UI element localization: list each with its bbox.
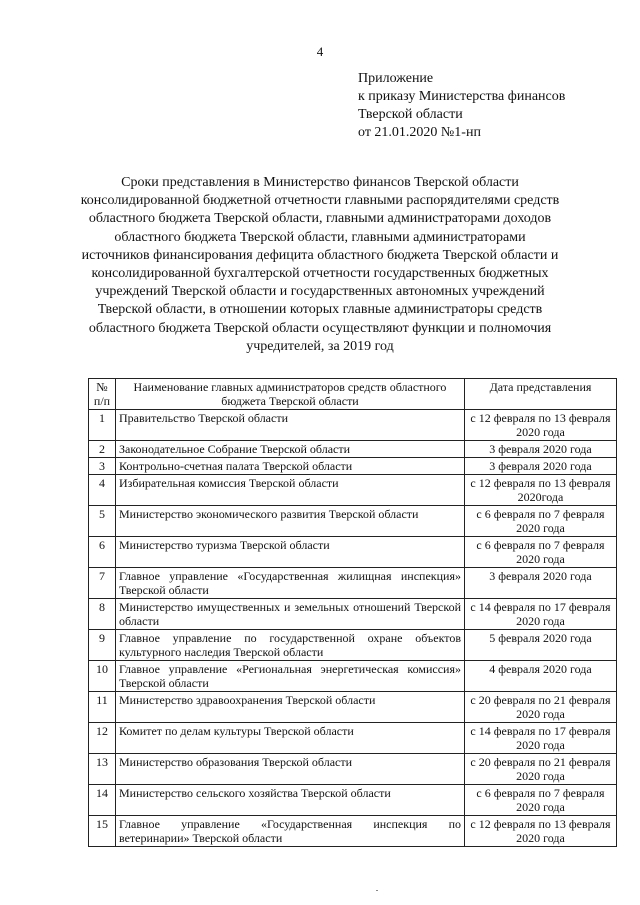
title-line: консолидированной бюджетной отчетности главными распорядителями средств [80,193,560,209]
submission-date: с 6 февраля по 7 февраля 2020 года [465,537,617,568]
row-number: 15 [89,816,116,847]
submission-date: 3 февраля 2020 года [465,568,617,599]
administrator-name: Министерство туризма Тверской области [116,537,465,568]
row-number: 7 [89,568,116,599]
table-row [89,441,617,458]
row-number: 6 [89,537,116,568]
table-header-row [89,379,617,410]
submission-date: 5 февраля 2020 года [465,630,617,661]
submission-date: с 14 февраля по 17 февраля 2020 года [465,723,617,754]
row-number: 2 [89,441,116,458]
submission-date: 3 февраля 2020 года [465,458,617,475]
title-line: Тверской области, в отношении которых главные администраторы средств [97,302,543,318]
submission-date: с 20 февраля по 21 февраля 2020 года [465,692,617,723]
row-number: 4 [89,475,116,506]
submission-date: с 20 февраля по 21 февраля 2020 года [465,754,617,785]
administrator-name: Министерство сельского хозяйства Тверской области [116,785,465,816]
table-row [89,475,617,506]
row-number: 12 [89,723,116,754]
appendix-line: Тверской области [358,107,463,122]
administrator-name: Министерство имущественных и земельных отношений Тверской области [116,599,465,630]
row-number: 11 [89,692,116,723]
header-administrator-name: Наименование главных администраторов средств областного бюджета Тверской области [116,379,465,410]
row-number: 14 [89,785,116,816]
administrator-name: Правительство Тверской области [116,410,465,441]
row-number: 9 [89,630,116,661]
table-row [89,816,617,847]
table-row [89,630,617,661]
administrator-name: Главное управление «Государственная инспекция по ветеринарии» Тверской области [116,816,465,847]
table-row [89,723,617,754]
table-row [89,458,617,475]
header-submission-date: Дата представления [465,379,617,410]
submission-date: с 12 февраля по 13 февраля 2020 года [465,410,617,441]
table-row [89,568,617,599]
appendix-line: Приложение [358,71,434,86]
title-line: консолидированной бухгалтерской отчетности государственных бюджетных [91,266,549,282]
table-row [89,692,617,723]
page-number: 4 [316,44,324,59]
row-number: 8 [89,599,116,630]
appendix-line: от 21.01.2020 №1-нп [358,125,481,140]
submission-date: с 6 февраля по 7 февраля 2020 года [465,785,617,816]
title-line: областного бюджета Тверской области, главными администраторами доходов [88,211,552,227]
title-line: Сроки представления в Министерство финансов Тверской области [121,175,519,190]
row-number: 5 [89,506,116,537]
document-title [80,174,560,356]
title-line: учреждений Тверской области и государственных автономных учреждений [95,284,545,300]
submission-date: с 14 февраля по 17 февраля 2020 года [465,599,617,630]
administrator-name: Главное управление «Региональная энергетическая комиссия» Тверской области [116,661,465,692]
submission-date: 4 февраля 2020 года [465,661,617,692]
administrator-name: Законодательное Собрание Тверской области [116,441,465,458]
administrator-name: Главное управление по государственной охране объектов культурного наследия Тверской области [116,630,465,661]
administrator-name: Избирательная комиссия Тверской области [116,475,465,506]
title-line: областного бюджета Тверской области осуществляют функции и полномочия [88,320,552,336]
deadlines-table [88,378,617,847]
administrator-name: Министерство экономического развития Тверской области [116,506,465,537]
appendix-block [358,70,565,142]
submission-date: с 6 февраля по 7 февраля 2020 года [465,506,617,537]
table-row [89,537,617,568]
scan-speck [376,890,378,891]
title-line: учредителей, за 2019 год [246,338,394,354]
submission-date: 3 февраля 2020 года [465,441,617,458]
administrator-name: Контрольно-счетная палата Тверской области [116,458,465,475]
row-number: 3 [89,458,116,475]
title-line: источников финансирования дефицита областного бюджета Тверской области и [81,247,559,263]
row-number: 13 [89,754,116,785]
submission-date: с 12 февраля по 13 февраля 2020 года [465,816,617,847]
administrator-name: Главное управление «Государственная жилищная инспекция» Тверской области [116,568,465,599]
administrator-name: Министерство здравоохранения Тверской области [116,692,465,723]
administrator-name: Комитет по делам культуры Тверской области [116,723,465,754]
table-row [89,410,617,441]
table-row [89,661,617,692]
row-number: 10 [89,661,116,692]
administrator-name: Министерство образования Тверской области [116,754,465,785]
submission-date: с 12 февраля по 13 февраля 2020года [465,475,617,506]
header-number: № п/п [89,379,116,410]
table-row [89,785,617,816]
table-row [89,599,617,630]
title-line: областного бюджета Тверской области, главными администраторами [114,229,526,245]
row-number: 1 [89,410,116,441]
table-row [89,506,617,537]
appendix-line: к приказу Министерства финансов [358,89,566,104]
table-row [89,754,617,785]
